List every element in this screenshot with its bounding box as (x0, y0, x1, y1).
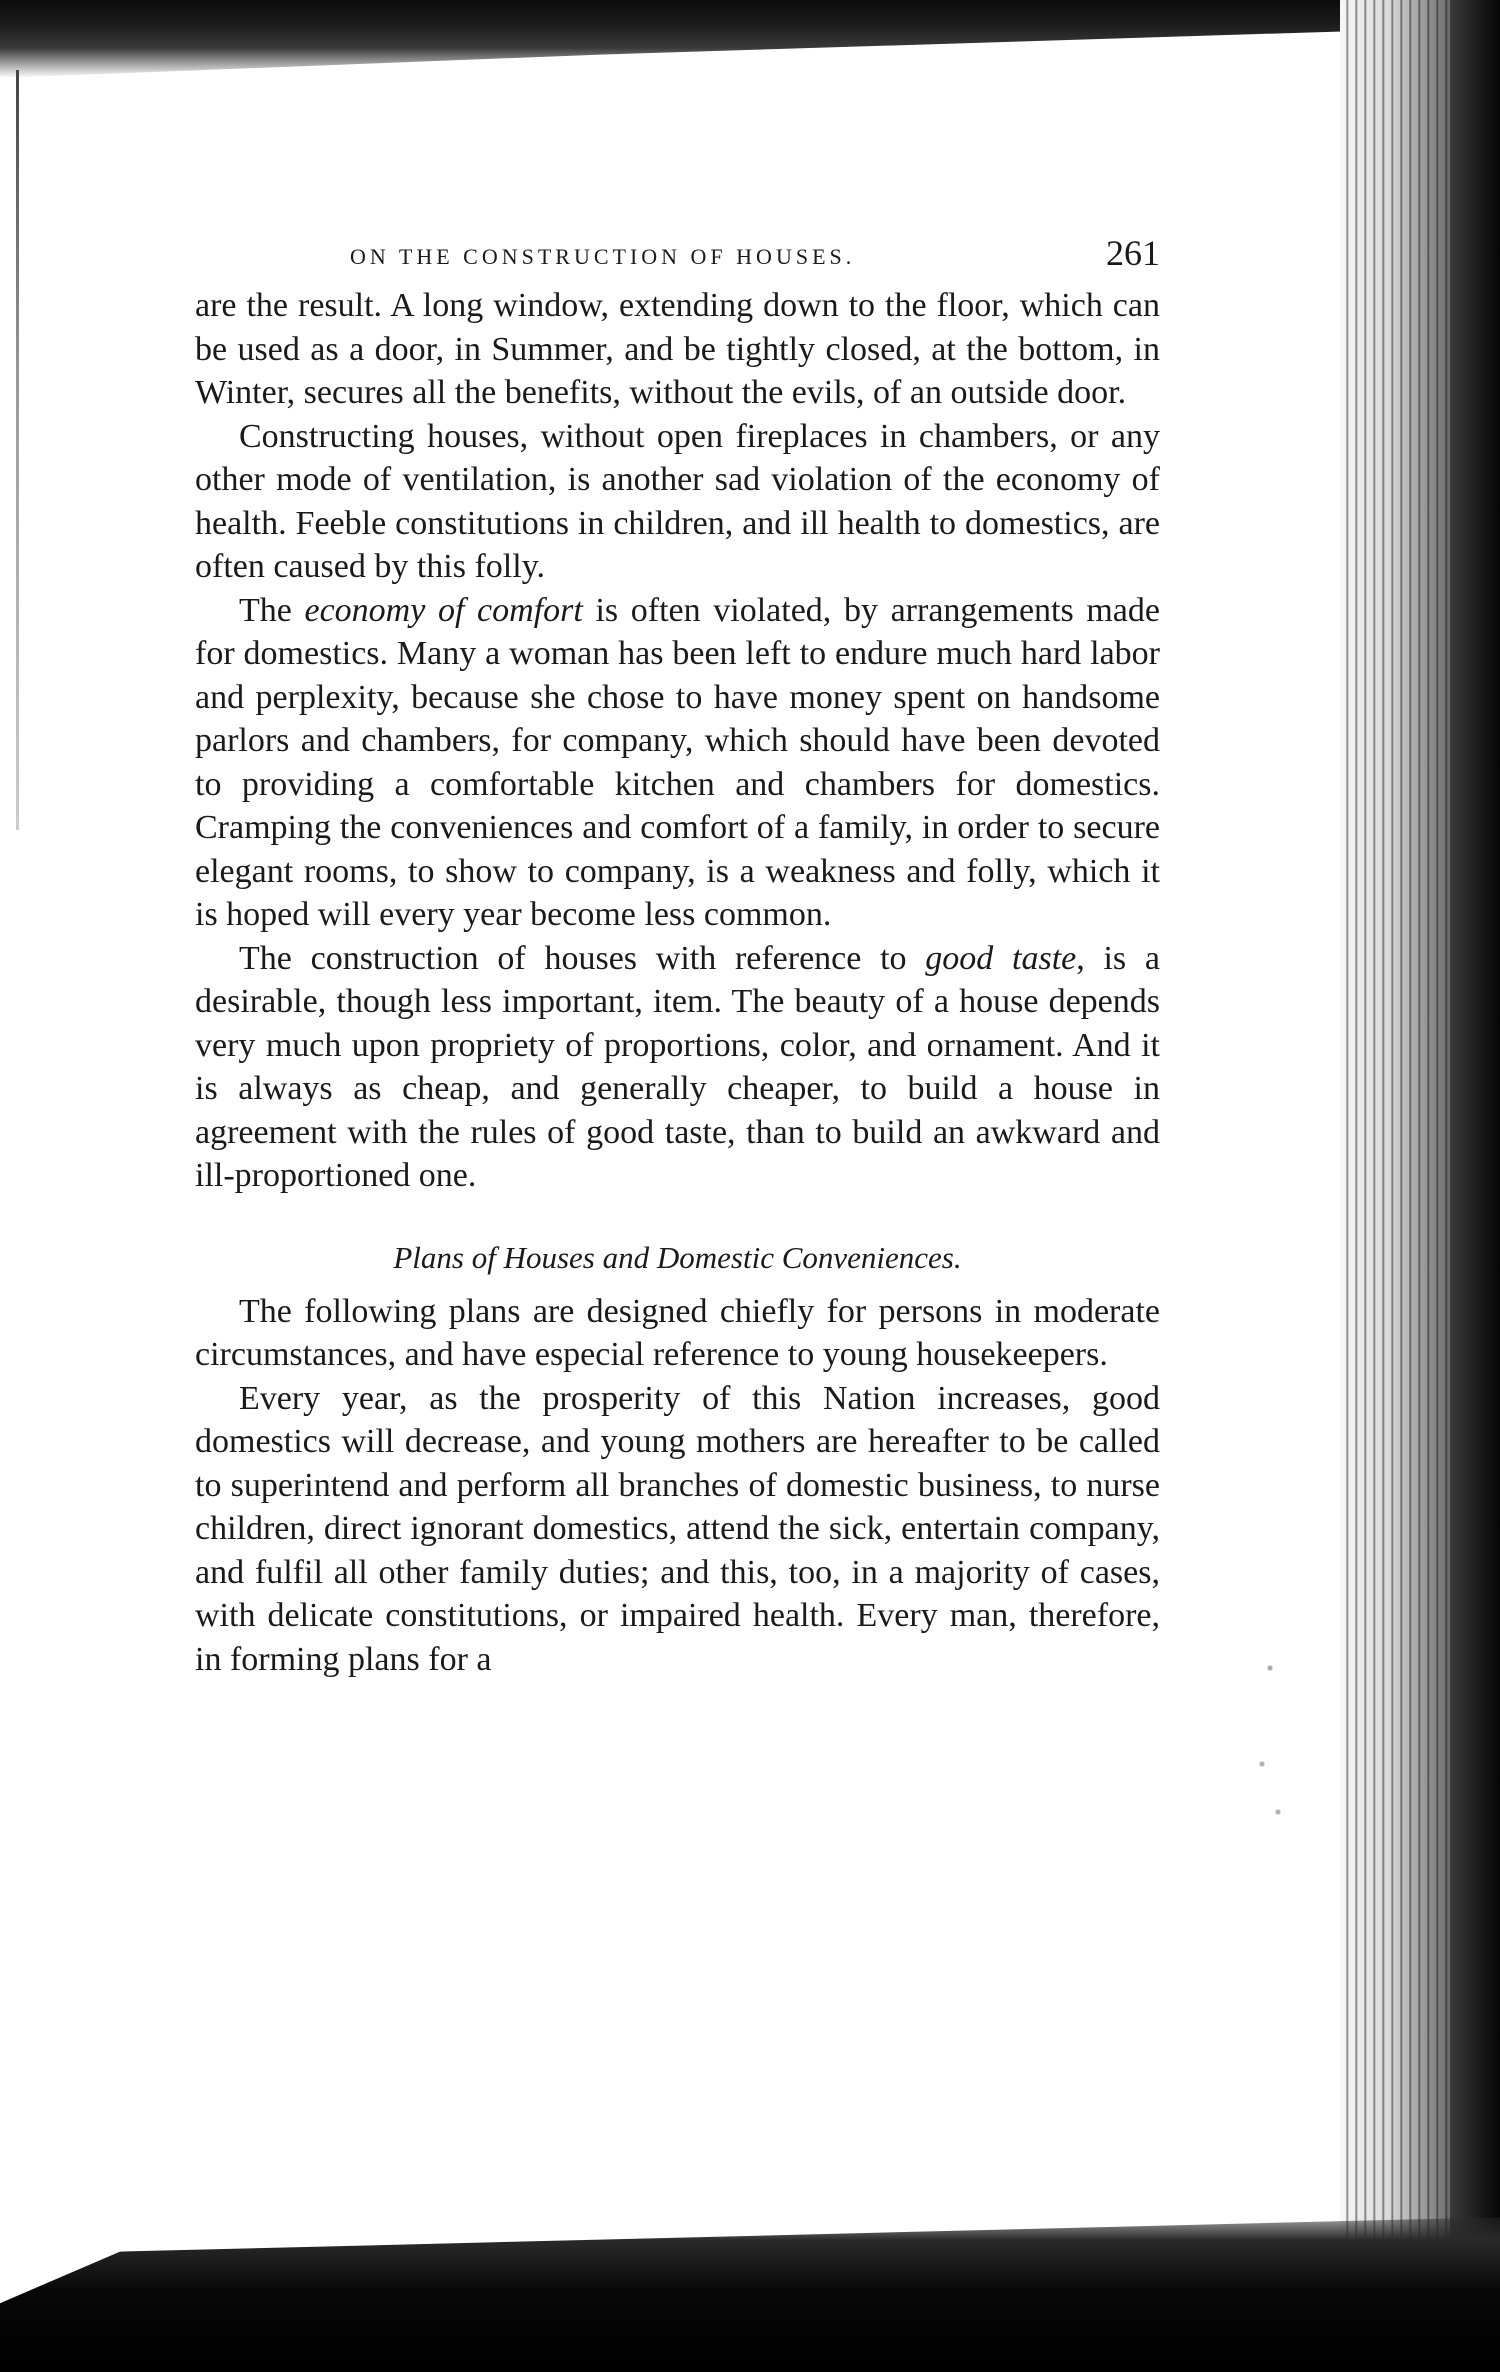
running-head (195, 232, 1160, 284)
text-run: The construction of houses with reference to (239, 939, 926, 977)
left-margin-line (16, 70, 19, 830)
paragraph-3 (195, 589, 1160, 937)
paragraph-1 (195, 284, 1160, 415)
page-top-shadow (0, 0, 1500, 78)
paper-specks (1250, 1620, 1290, 1860)
section-heading: Plans of Houses and Domestic Conveniences. (393, 1239, 962, 1275)
text-run: The following plans are designed chiefly for persons in moderate circumstances, and have especial reference to young housekeepers. (195, 1292, 1160, 1373)
section-paragraph-2 (195, 1377, 1160, 1682)
paragraph-2 (195, 415, 1160, 589)
text-run: The (239, 591, 305, 629)
text-run: Every year, as the prosperity of this Nation increases, good domestics will decrease, and young mothers are hereafter to be called to superintend and perform all branches of domestic business, to nurse children, direct ignorant domestics, attend the sick, entertain company, and fulfil all other family duties; and this, too, in a majority of cases, with delicate constitutions, or impaired health. Every man, therefore, in forming plans for a (195, 1379, 1160, 1678)
section-paragraph-1 (195, 1290, 1160, 1377)
text-run: are the result. A long window, extending down to the floor, which can be used as a door, in Summer, and be tightly closed, at the bottom, in Winter, secures all the benefits, without the evils, of an outside door. (195, 287, 1160, 411)
italic-phrase: good taste (925, 939, 1077, 977)
italic-phrase: economy of comfort (304, 591, 583, 629)
text-run: is often violated, by arrangements made for domestics. Many a woman has been left to endure much hard labor and perplexity, because she chose to have money spent on handsome parlors and chambers, for company, which should have been devoted to providing a comfortable kitchen and chambers for domestics. Cramping the conveniences and comfort of a family, in order to secure elegant rooms, to show to company, is a weakness and folly, which it is hoped will every year become less common. (195, 591, 1160, 933)
book-page (195, 232, 1160, 1681)
book-binding-shadow (1450, 0, 1500, 2372)
paragraph-4 (195, 937, 1160, 1198)
body-text (195, 284, 1160, 1681)
page-bottom-shadow (0, 2200, 1500, 2372)
page-number: 261 (1106, 233, 1160, 273)
text-run: Constructing houses, without open fireplaces in chambers, or any other mode of ventilation, is another sad violation of the economy of health. Feeble constitutions in children, and ill health to domestics, are often caused by this folly. (195, 417, 1160, 585)
running-title: ON THE CONSTRUCTION OF HOUSES. (350, 244, 856, 269)
text-run: , is a desirable, though less important, item. The beauty of a house depends very much upon propriety of proportions, color, and ornament. And it is always as cheap, and generally cheaper, to build a house in agreement with the rules of good taste, than to build an awkward and ill-proportioned one. (195, 939, 1160, 1194)
